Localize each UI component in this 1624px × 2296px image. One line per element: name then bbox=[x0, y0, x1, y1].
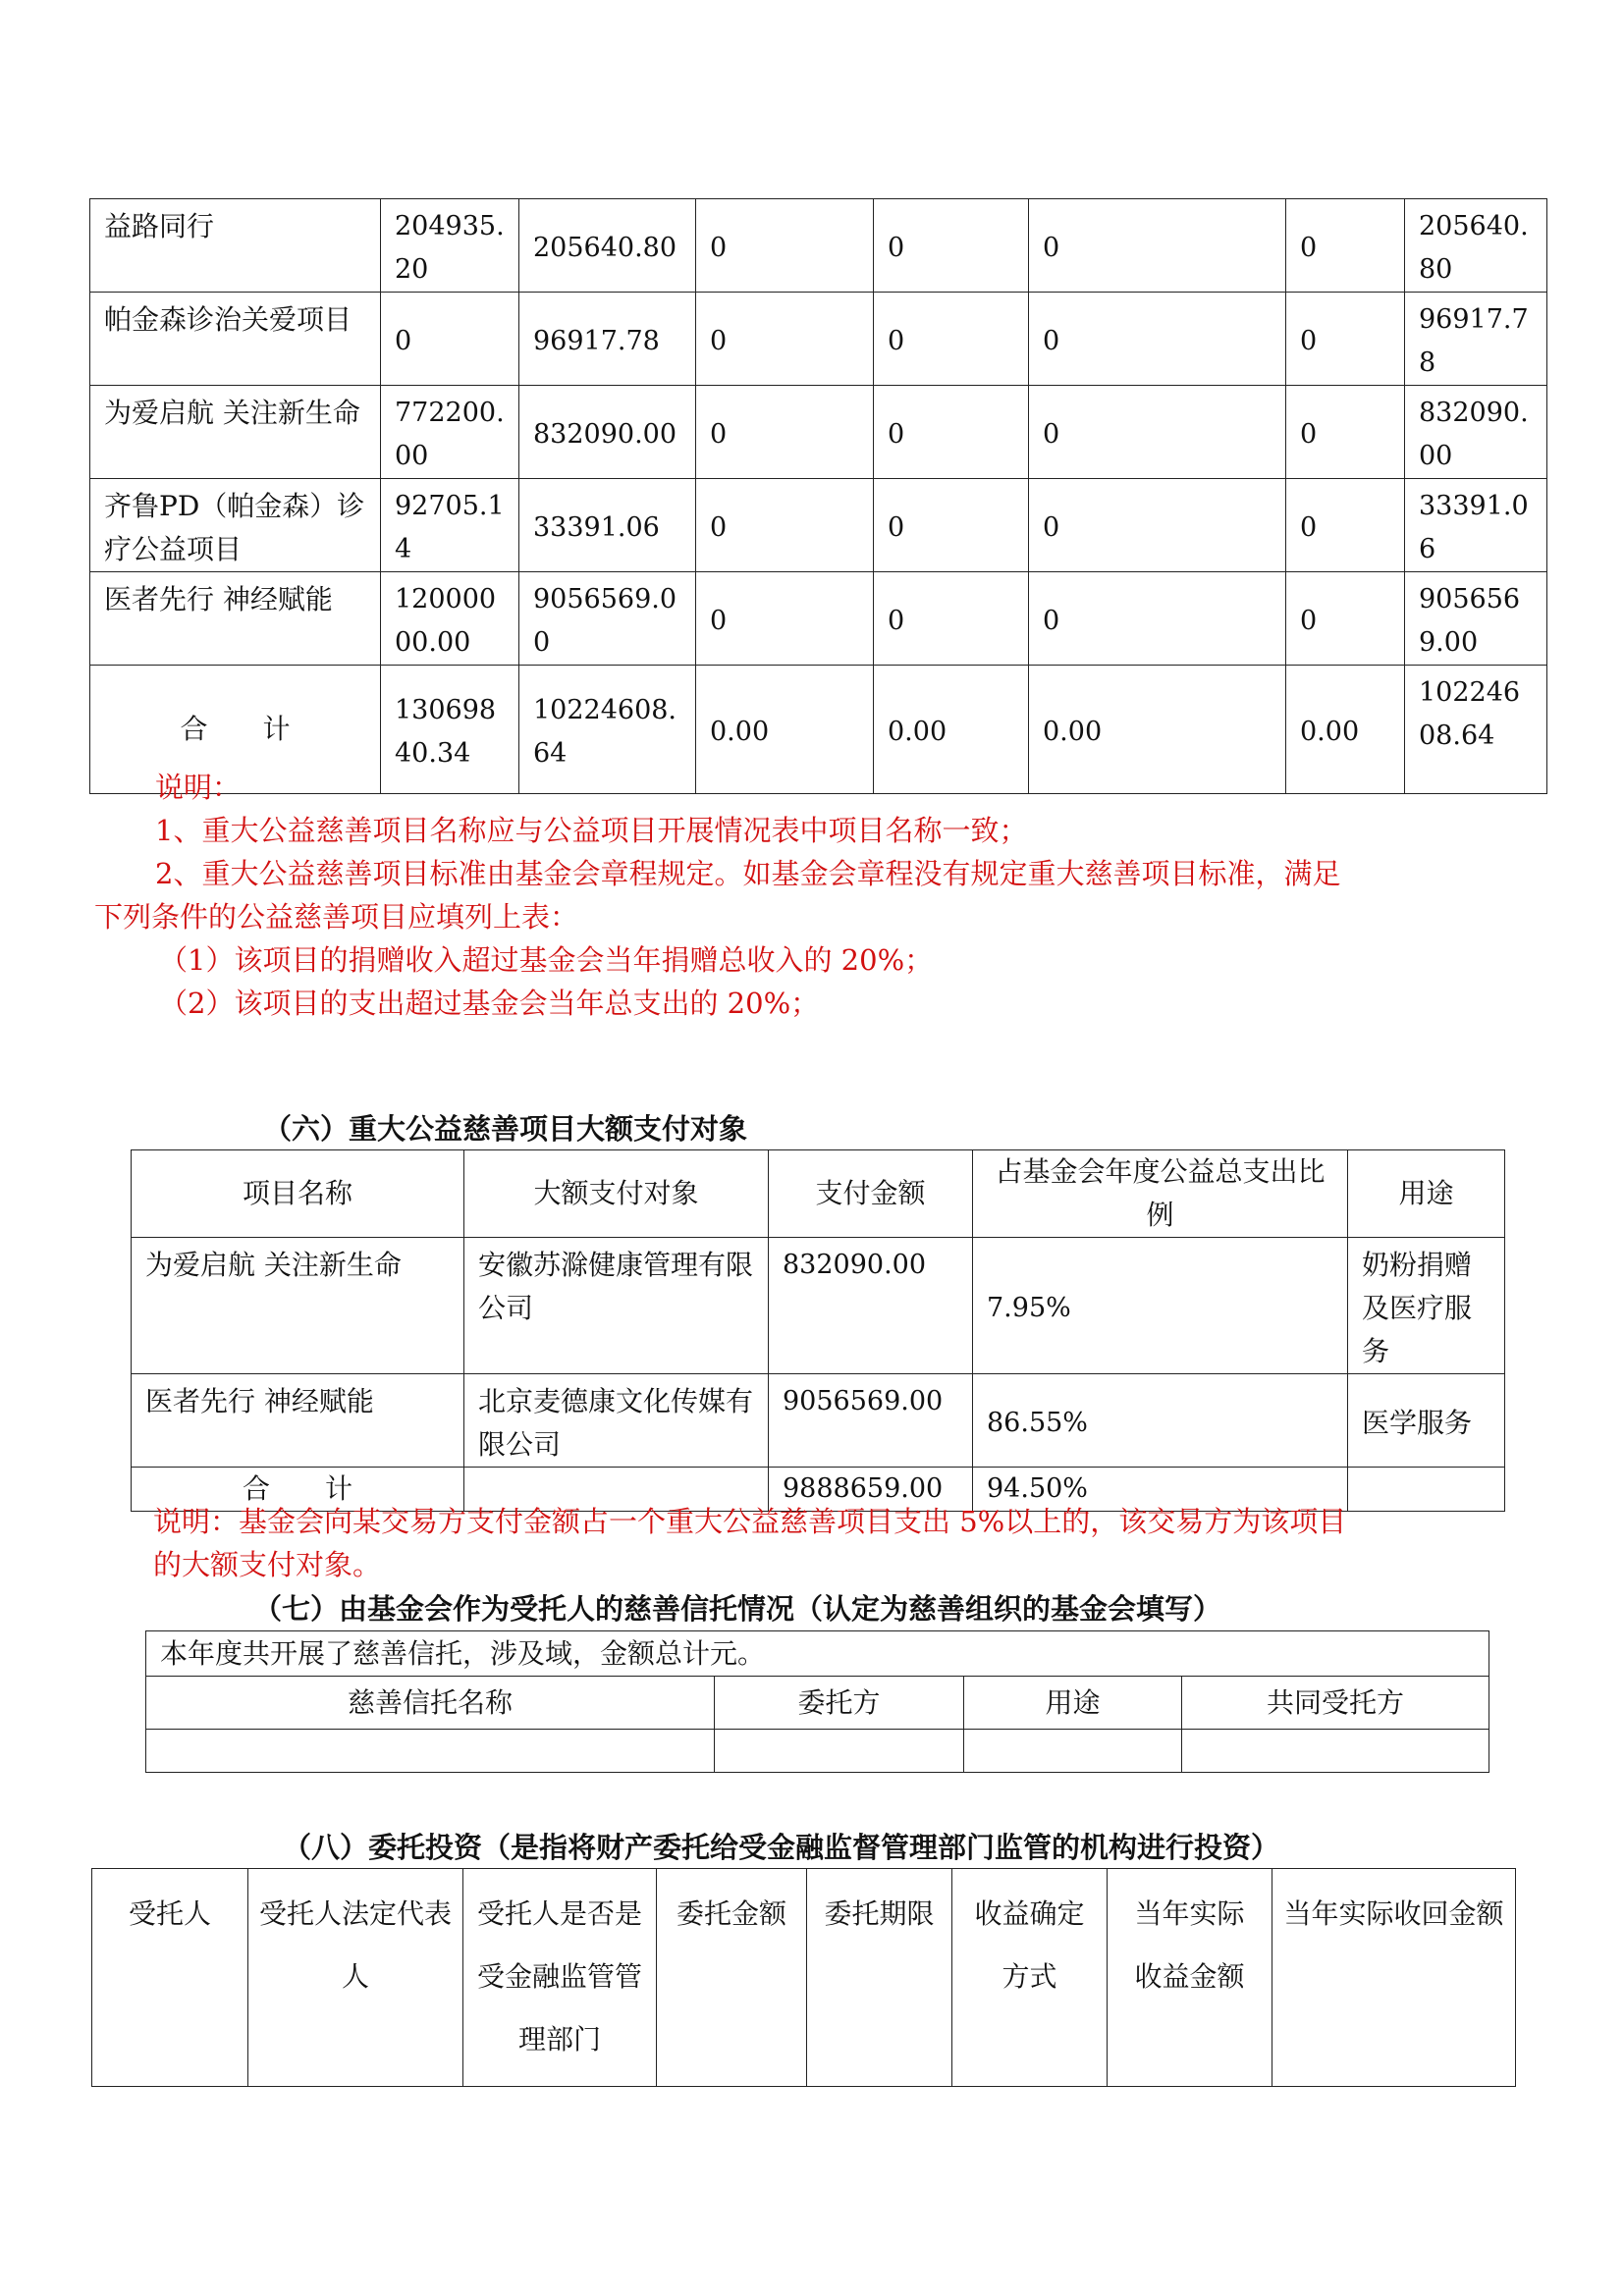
empty-cell bbox=[1182, 1730, 1489, 1773]
value-cell: 0 bbox=[874, 199, 1029, 293]
note-line: 1、重大公益慈善项目名称应与公益项目开展情况表中项目名称一致； bbox=[155, 814, 1028, 847]
value-cell: 0 bbox=[1286, 293, 1405, 386]
note-line: （2）该项目的支出超过基金会当年总支出的 20%； bbox=[159, 987, 820, 1020]
empty-cell bbox=[146, 1730, 715, 1773]
header-purpose: 用途 bbox=[964, 1677, 1182, 1730]
total-value-cell: 96917.78 bbox=[1405, 293, 1547, 386]
total-expense-cell: 10224608.64 bbox=[519, 666, 696, 794]
value-cell: 0 bbox=[696, 572, 874, 666]
value-cell: 0 bbox=[1029, 293, 1286, 386]
note-line: 的大额支付对象。 bbox=[153, 1548, 382, 1581]
payee-cell: 北京麦德康文化传媒有限公司 bbox=[464, 1374, 769, 1468]
value-cell: 0 bbox=[696, 479, 874, 572]
total-value-cell: 0.00 bbox=[874, 666, 1029, 794]
opening-balance-cell: 772200.00 bbox=[381, 386, 519, 479]
total-label-cell: 合 计 bbox=[90, 666, 381, 794]
header-actual-income: 当年实际收益金额 bbox=[1108, 1869, 1272, 2087]
note-line: 2、重大公益慈善项目标准由基金会章程规定。如基金会章程没有规定重大慈善项目标准，满足 bbox=[155, 857, 1341, 890]
total-value-cell: 832090.00 bbox=[1405, 386, 1547, 479]
value-cell: 0 bbox=[1286, 572, 1405, 666]
value-cell: 0 bbox=[1029, 479, 1286, 572]
expense-cell: 96917.78 bbox=[519, 293, 696, 386]
ratio-cell: 86.55% bbox=[973, 1374, 1348, 1468]
value-cell: 0 bbox=[874, 479, 1029, 572]
value-cell: 0 bbox=[1286, 386, 1405, 479]
value-cell: 0 bbox=[1029, 572, 1286, 666]
project-name-cell: 帕金森诊治关爱项目 bbox=[90, 293, 381, 386]
value-cell: 0 bbox=[874, 386, 1029, 479]
header-legal-rep: 受托人法定代表人 bbox=[248, 1869, 463, 2087]
header-co-trustee: 共同受托方 bbox=[1182, 1677, 1489, 1730]
header-amount: 委托金额 bbox=[657, 1869, 807, 2087]
expense-cell: 33391.06 bbox=[519, 479, 696, 572]
total-value-cell: 0.00 bbox=[1286, 666, 1405, 794]
project-name-cell: 为爱启航 关注新生命 bbox=[132, 1238, 464, 1374]
total-ratio-cell: 94.50% bbox=[973, 1468, 1348, 1512]
header-trust-name: 慈善信托名称 bbox=[146, 1677, 715, 1730]
amount-cell: 9056569.00 bbox=[769, 1374, 973, 1468]
section-six-title: （六）重大公益慈善项目大额支付对象 bbox=[263, 1112, 748, 1146]
expense-cell: 9056569.00 bbox=[519, 572, 696, 666]
expense-cell: 832090.00 bbox=[519, 386, 696, 479]
project-name-cell: 医者先行 神经赋能 bbox=[90, 572, 381, 666]
total-value-cell: 0.00 bbox=[696, 666, 874, 794]
total-opening-cell: 13069840.34 bbox=[381, 666, 519, 794]
header-income-method: 收益确定方式 bbox=[952, 1869, 1108, 2087]
header-use: 用途 bbox=[1348, 1150, 1505, 1238]
total-label-cell: 合 计 bbox=[132, 1468, 464, 1512]
value-cell: 0 bbox=[1029, 199, 1286, 293]
entrusted-investment-table bbox=[91, 1868, 1516, 2087]
project-name-cell: 医者先行 神经赋能 bbox=[132, 1374, 464, 1468]
value-cell: 0 bbox=[1029, 386, 1286, 479]
header-regulated: 受托人是否是受金融监管管理部门 bbox=[463, 1869, 657, 2087]
expense-cell: 205640.80 bbox=[519, 199, 696, 293]
use-cell: 医学服务 bbox=[1348, 1374, 1505, 1468]
charitable-trust-table bbox=[145, 1630, 1489, 1773]
value-cell: 0 bbox=[874, 572, 1029, 666]
total-value-cell: 10224608.64 bbox=[1405, 666, 1547, 794]
ratio-cell: 7.95% bbox=[973, 1238, 1348, 1374]
header-ratio: 占基金会年度公益总支出比例 bbox=[973, 1150, 1348, 1238]
header-amount: 支付金额 bbox=[769, 1150, 973, 1238]
value-cell: 0 bbox=[1286, 479, 1405, 572]
total-value-cell: 9056569.00 bbox=[1405, 572, 1547, 666]
amount-cell: 832090.00 bbox=[769, 1238, 973, 1374]
note-heading: 说明： bbox=[155, 771, 242, 804]
section-eight-title: （八）委托投资（是指将财产委托给受金融监督管理部门监管的机构进行投资） bbox=[283, 1831, 1280, 1864]
opening-balance-cell: 204935.20 bbox=[381, 199, 519, 293]
header-trustee: 受托人 bbox=[92, 1869, 248, 2087]
opening-balance-cell: 12000000.00 bbox=[381, 572, 519, 666]
value-cell: 0 bbox=[696, 199, 874, 293]
total-use-cell bbox=[1348, 1468, 1505, 1512]
empty-cell bbox=[715, 1730, 964, 1773]
header-payee: 大额支付对象 bbox=[464, 1150, 769, 1238]
trust-summary-cell: 本年度共开展了慈善信托，涉及域，金额总计元。 bbox=[146, 1631, 1489, 1677]
project-name-cell: 齐鲁PD（帕金森）诊疗公益项目 bbox=[90, 479, 381, 572]
total-value-cell: 33391.06 bbox=[1405, 479, 1547, 572]
use-cell: 奶粉捐赠及医疗服务 bbox=[1348, 1238, 1505, 1374]
large-payment-table bbox=[131, 1149, 1505, 1512]
empty-cell bbox=[964, 1730, 1182, 1773]
total-value-cell: 0.00 bbox=[1029, 666, 1286, 794]
section-seven-title: （七）由基金会作为受托人的慈善信托情况（认定为慈善组织的基金会填写） bbox=[253, 1592, 1222, 1626]
project-name-cell: 为爱启航 关注新生命 bbox=[90, 386, 381, 479]
header-trustor: 委托方 bbox=[715, 1677, 964, 1730]
value-cell: 0 bbox=[696, 293, 874, 386]
value-cell: 0 bbox=[1286, 199, 1405, 293]
project-summary-table bbox=[89, 198, 1547, 794]
value-cell: 0 bbox=[874, 293, 1029, 386]
header-actual-recovered: 当年实际收回金额 bbox=[1272, 1869, 1516, 2087]
opening-balance-cell: 92705.14 bbox=[381, 479, 519, 572]
note-line: （1）该项目的捐赠收入超过基金会当年捐赠总收入的 20%； bbox=[159, 943, 934, 977]
note-line: 下列条件的公益慈善项目应填列上表： bbox=[94, 900, 579, 934]
value-cell: 0 bbox=[696, 386, 874, 479]
opening-balance-cell: 0 bbox=[381, 293, 519, 386]
header-term: 委托期限 bbox=[807, 1869, 952, 2087]
header-project-name: 项目名称 bbox=[132, 1150, 464, 1238]
total-amount-cell: 9888659.00 bbox=[769, 1468, 973, 1512]
payee-cell: 安徽苏滁健康管理有限公司 bbox=[464, 1238, 769, 1374]
total-value-cell: 205640.80 bbox=[1405, 199, 1547, 293]
project-name-cell: 益路同行 bbox=[90, 199, 381, 293]
note-line: 说明：基金会向某交易方支付金额占一个重大公益慈善项目支出 5%以上的，该交易方为该项目 bbox=[153, 1505, 1347, 1538]
